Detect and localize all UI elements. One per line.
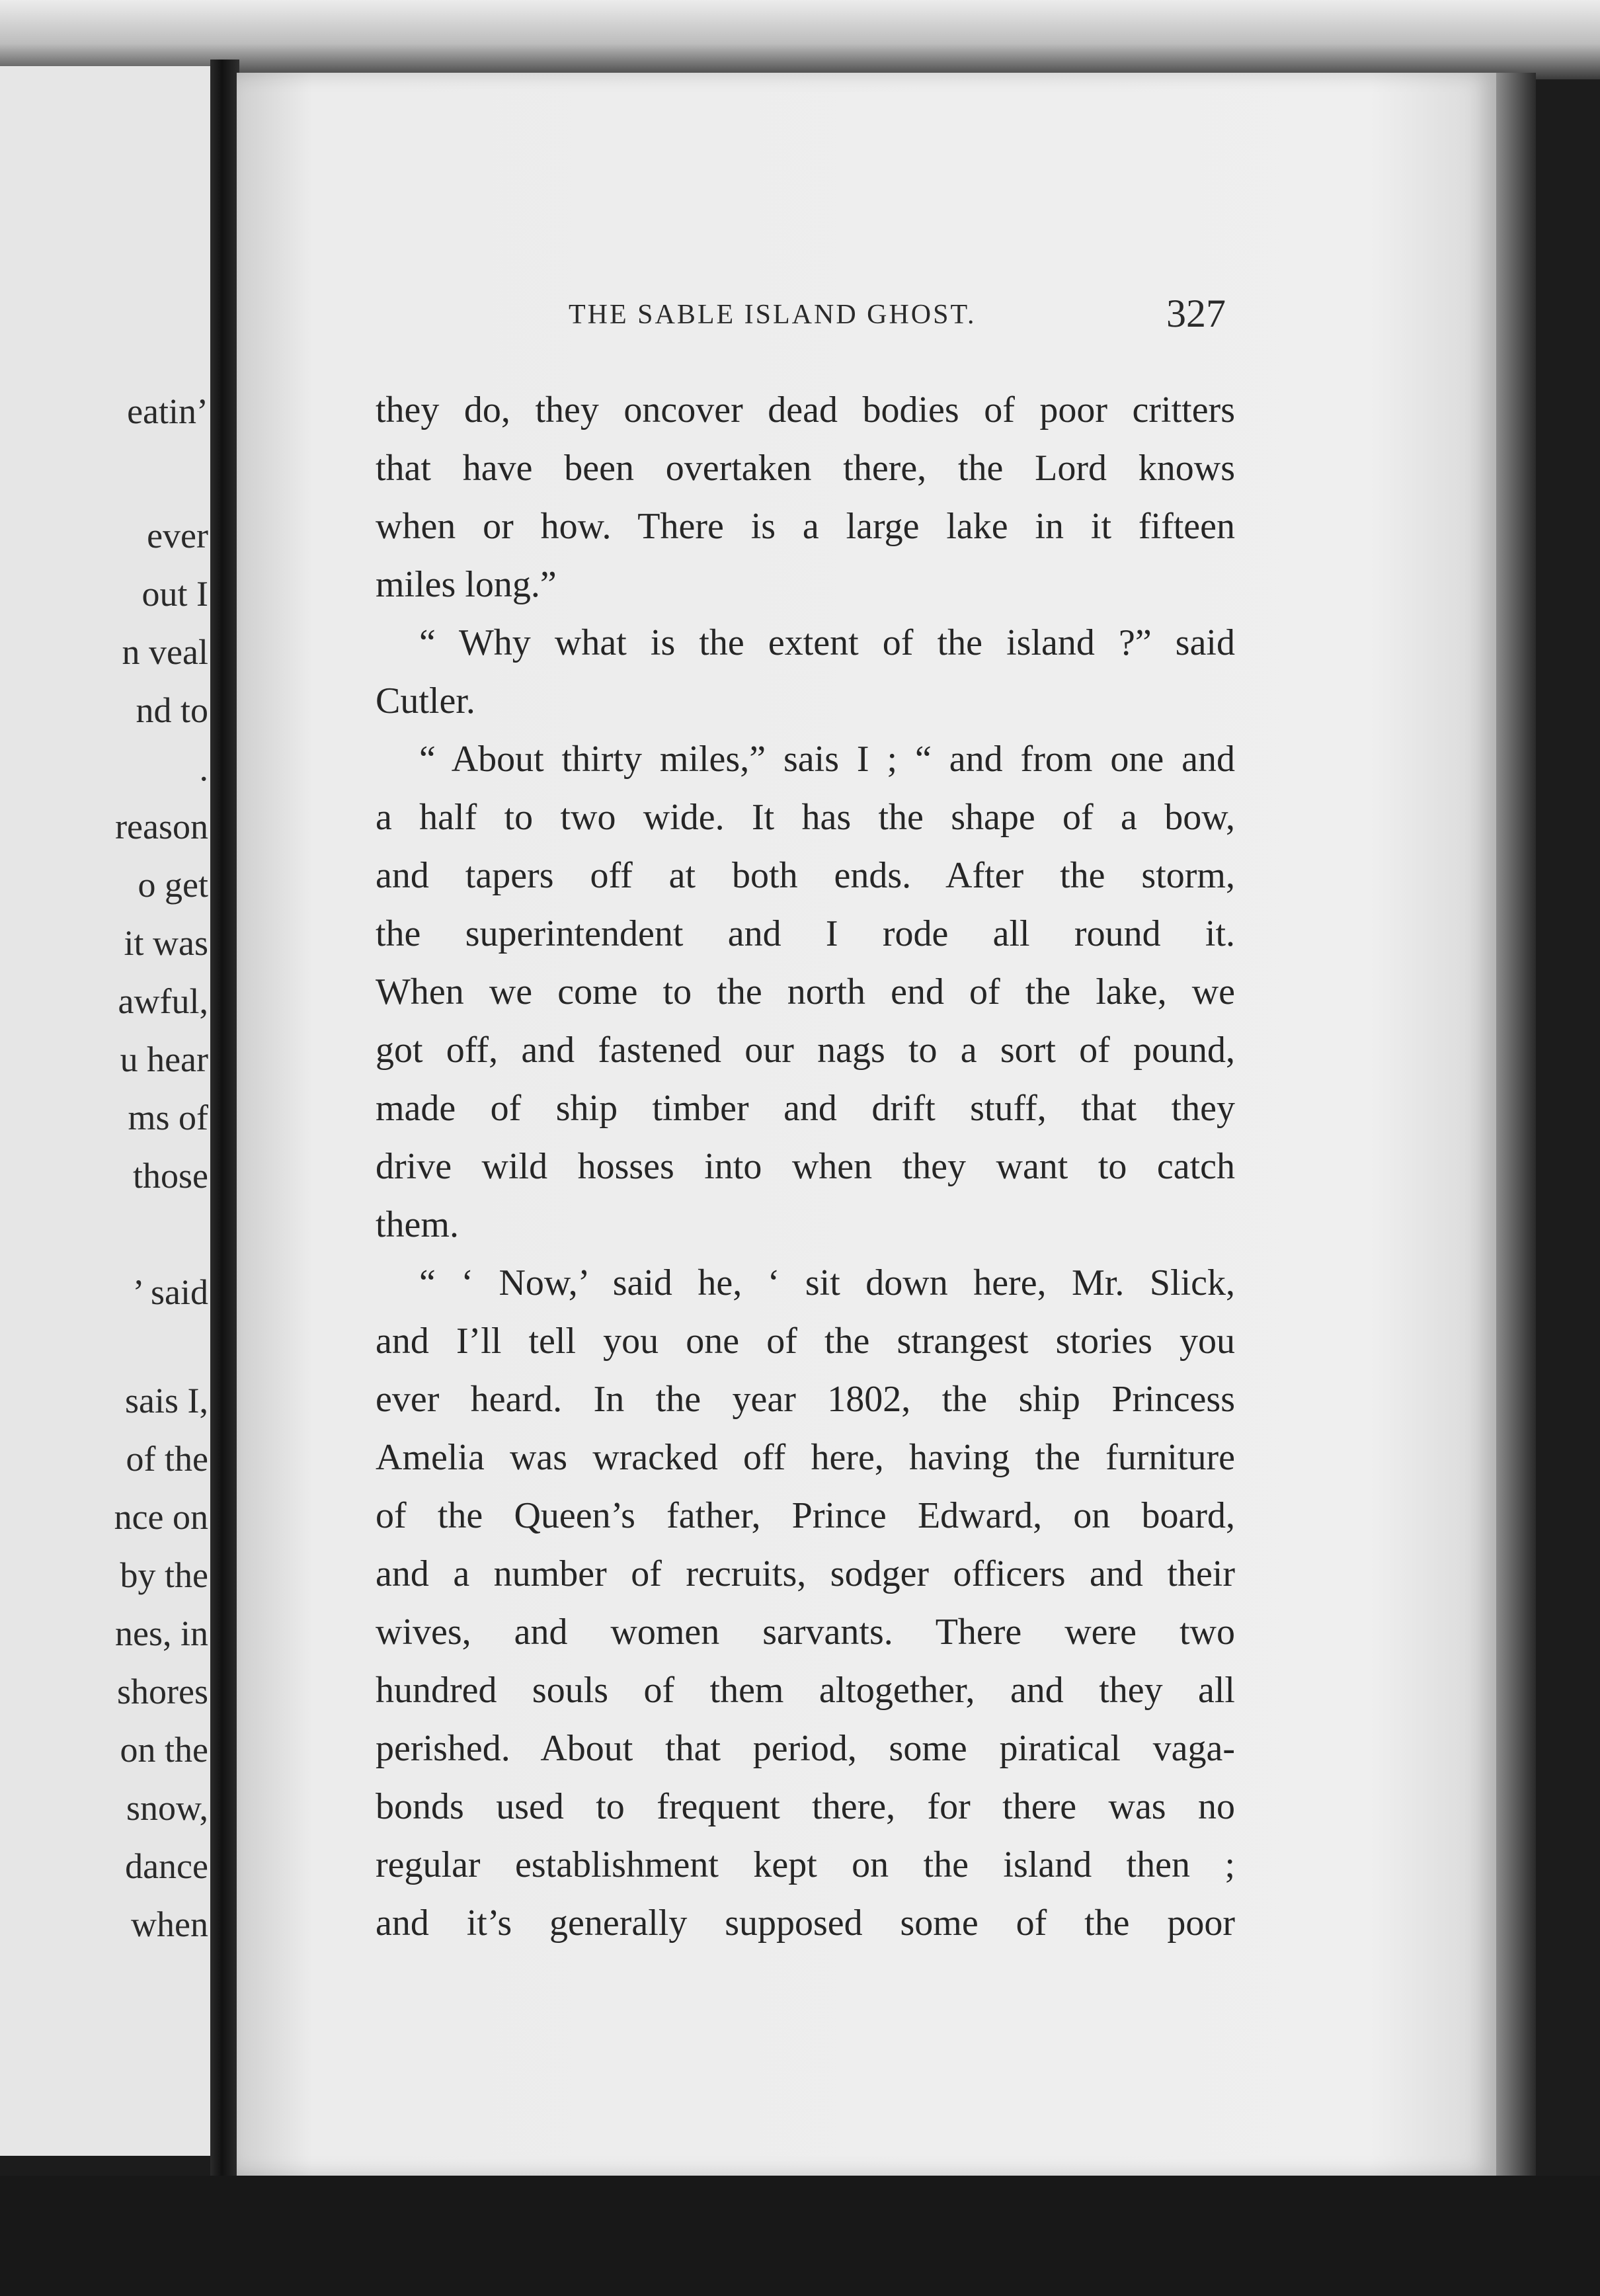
body-text-line: them. (376, 1204, 459, 1245)
left-page-line: nce on (114, 1497, 208, 1537)
book-gutter (210, 60, 239, 2176)
left-page-line: ever (147, 516, 208, 555)
body-text-line: bonds used to frequent there, for there was no (376, 1786, 1235, 1827)
body-text-line: and tapers off at both ends. After the storm, (376, 855, 1235, 896)
page-edge-shadow (1496, 73, 1536, 2176)
body-text-line: and a number of recruits, sodger officers and their (376, 1553, 1235, 1594)
left-page-line: out I (141, 574, 208, 614)
scan-background-bottom (0, 2176, 1600, 2296)
left-page-line: by the (120, 1555, 208, 1595)
body-text-line: a half to two wide. It has the shape of a bow, (376, 797, 1235, 838)
body-text-line: “ ‘ Now,’ said he, ‘ sit down here, Mr. Slick, (419, 1262, 1235, 1303)
left-page-line: when (131, 1905, 208, 1944)
left-page-line: shores (117, 1672, 208, 1711)
left-page-line: n veal (122, 632, 208, 672)
left-page-line: those (133, 1156, 208, 1196)
body-text-line: Cutler. (376, 680, 475, 721)
left-page-line: eatin’ (127, 391, 208, 431)
running-head: THE SABLE ISLAND GHOST. (569, 300, 977, 330)
body-text-line: hundred souls of them altogether, and they all (376, 1670, 1235, 1711)
left-page-line: on the (120, 1730, 208, 1770)
left-page-line: . (199, 749, 208, 788)
body-text-line: they do, they oncover dead bodies of poor critters (376, 390, 1235, 430)
body-text-line: made of ship timber and drift stuff, that they (376, 1088, 1235, 1129)
left-page-line: nd to (136, 690, 208, 730)
scan-background-top (0, 0, 1600, 79)
body-text-line: Amelia was wracked off here, having the furniture (376, 1437, 1235, 1478)
body-text-line: wives, and women sarvants. There were two (376, 1612, 1235, 1653)
body-text-line: perished. About that period, some piratical vaga- (376, 1728, 1235, 1769)
left-page-line: ’ said (132, 1272, 208, 1312)
left-page-line: of the (126, 1439, 208, 1479)
body-text-line: and I’ll tell you one of the strangest stories you (376, 1321, 1235, 1362)
body-text-line: miles long.” (376, 564, 557, 605)
left-page-line: dance (125, 1846, 208, 1886)
body-text-line: when or how. There is a large lake in it fifteen (376, 506, 1235, 547)
body-text-line: ever heard. In the year 1802, the ship Princess (376, 1379, 1235, 1420)
left-page-line: reason (115, 807, 208, 846)
body-text-line: the superintendent and I rode all round it. (376, 913, 1235, 954)
left-page-fragment (0, 66, 215, 2156)
body-text-line: When we come to the north end of the lake, we (376, 971, 1235, 1012)
body-text-line: and it’s generally supposed some of the poor (376, 1903, 1235, 1944)
body-text-line: that have been overtaken there, the Lord knows (376, 448, 1235, 489)
body-text-line: drive wild hosses into when they want to catch (376, 1146, 1235, 1187)
body-text-line: regular establishment kept on the island then ; (376, 1844, 1235, 1885)
left-page-line: awful, (118, 981, 208, 1021)
left-page-line: o get (138, 865, 208, 905)
body-text-line: “ About thirty miles,” sais I ; “ and from one and (419, 739, 1235, 780)
left-page-line: sais I, (125, 1381, 208, 1420)
left-page-line: snow, (126, 1788, 208, 1828)
body-text-line: of the Queen’s father, Prince Edward, on board, (376, 1495, 1235, 1536)
body-text-line: “ Why what is the extent of the island ?” said (419, 622, 1235, 663)
left-page-line: nes, in (115, 1614, 208, 1653)
left-page-line: it was (124, 923, 208, 963)
left-page-line: u hear (120, 1040, 208, 1079)
body-text-line: got off, and fastened our nags to a sort of pound, (376, 1030, 1235, 1071)
page-number: 327 (1166, 292, 1226, 335)
left-page-line: ms of (128, 1098, 208, 1137)
